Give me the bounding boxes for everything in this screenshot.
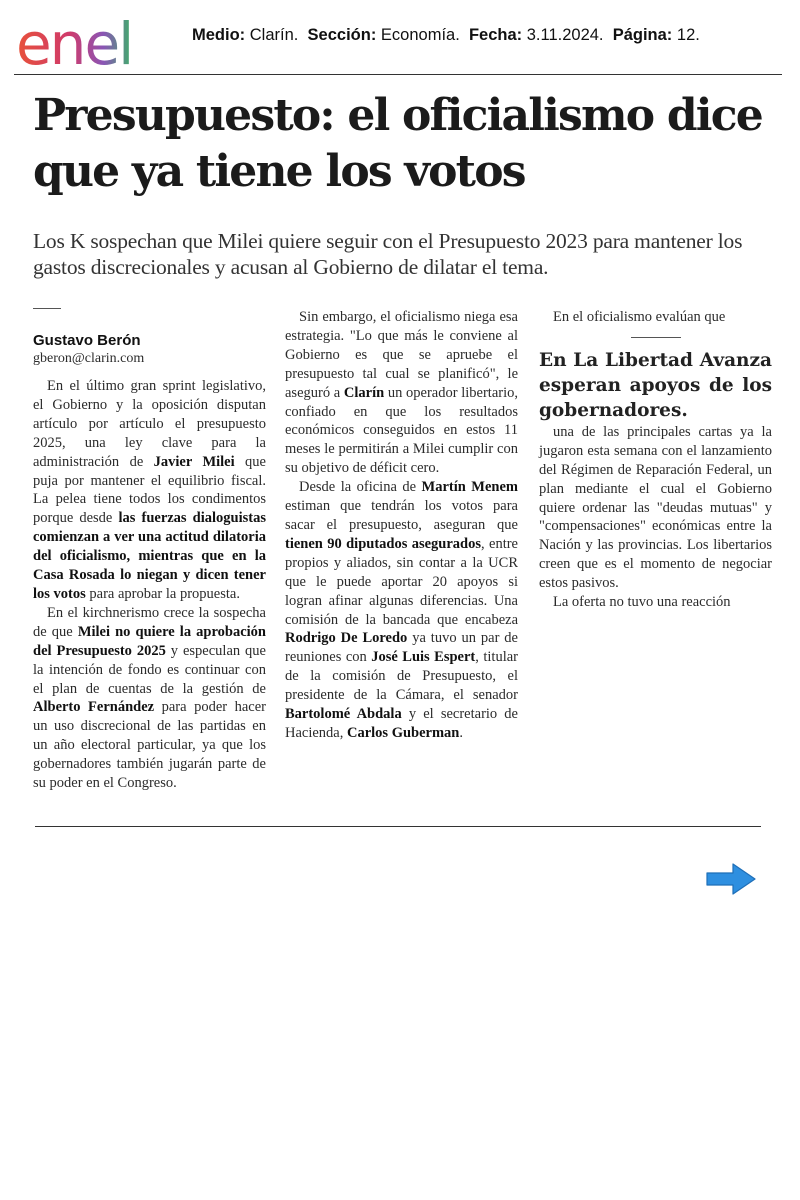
headline: Presupuesto: el oficialismo dice que ya tiene los votos <box>33 90 762 197</box>
footer-divider <box>35 826 761 827</box>
paragraph-3: Sin embargo, el oficialismo niega esa estrategia. "Lo que más le conviene al Gobierno es que se apruebe el presupuesto tal cual se planificó", le aseguró a Clarín un operador libertario, confiado en que los resultados económicos conseguidos en estos 11 meses le permitirán a Milei cumplir con su objetivo de déficit cero. <box>285 309 519 477</box>
enel-logo <box>14 8 182 70</box>
paragraph-7: La oferta no tuvo una reacción <box>553 594 731 611</box>
arrow-right-icon[interactable] <box>705 862 757 896</box>
paragraph-4: Desde la oficina de Martín Menem estiman que tendrán los votos para sacar el presupuesto, aseguran que tienen 90 diputados asegurados, entre propios y aliados, sin contar a la UCR que le puede aportar 20 apoyos si logran afinar algunas diferencias. Una comisión de la bancada que encabeza Rodrigo De Loredo ya tuvo un par de reuniones con José Luis Espert, titular de la comisión de Presupuesto, el presidente de la Cámara, el senador Bartolomé Abdala y el secretario de Hacienda, Carlos Guberman. <box>285 479 518 741</box>
paragraph-6: una de las principales cartas ya la jugaron esta semana con el lanzamiento del Régimen de Reparación Federal, un plan mediante el cual el Gobierno quiere ordenar las "deudas mutuas" y "compensaciones" económicas entre la Nación y las provincias. Los libertarios creen que es el momento de negociar estos pasivos. <box>539 423 772 592</box>
column-2 <box>285 308 518 743</box>
column-3 <box>539 308 772 612</box>
svg-text:enel: enel <box>16 10 133 70</box>
source-meta: Medio: Clarín. Sección: Economía. Fecha: 3.11.2024. Página: 12. <box>192 26 700 44</box>
column-1 <box>33 308 266 793</box>
byline-author: Gustavo Berón <box>33 332 141 349</box>
paragraph-1: En el último gran sprint legislativo, el Gobierno y la oposición disputan artículo por artículo el presupuesto 2025, una ley clave para la administración de Javier Milei que puja por mantener el equilibrio fiscal. La pelea tiene todos los condimentos porque desde las fuerzas dialoguistas comienzan a ver una actitud dilatoria del oficialismo, mientras que en la Casa Rosada lo niegan y dicen tener los votos para aprobar la propuesta. <box>33 378 266 602</box>
byline-email: gberon@clarin.com <box>33 351 145 366</box>
pullquote: En La Libertad Avanza esperan apoyos de los gobernadores. <box>539 349 772 421</box>
pullquote-rule <box>631 337 681 338</box>
deck: Los K sospechan que Milei quiere seguir con el Presupuesto 2023 para mantener los gastos discrecionales y acusan al Gobierno de dilatar el tema. <box>33 229 743 279</box>
header-divider <box>14 74 782 75</box>
byline-rule <box>33 308 61 309</box>
paragraph-2: En el kirchnerismo crece la sospecha de que Milei no quiere la aprobación del Presupuesto 2025 y especulan que la intención de fondo es continuar con el plan de cuentas de la gestión de Alberto Fernández para poder hacer un uso discrecional de las partidas en un año electoral particular, ya que los gobernadores también jugarán parte de su poder en el Congreso. <box>33 604 266 792</box>
paragraph-5: En el oficialismo evalúan que <box>553 309 726 325</box>
